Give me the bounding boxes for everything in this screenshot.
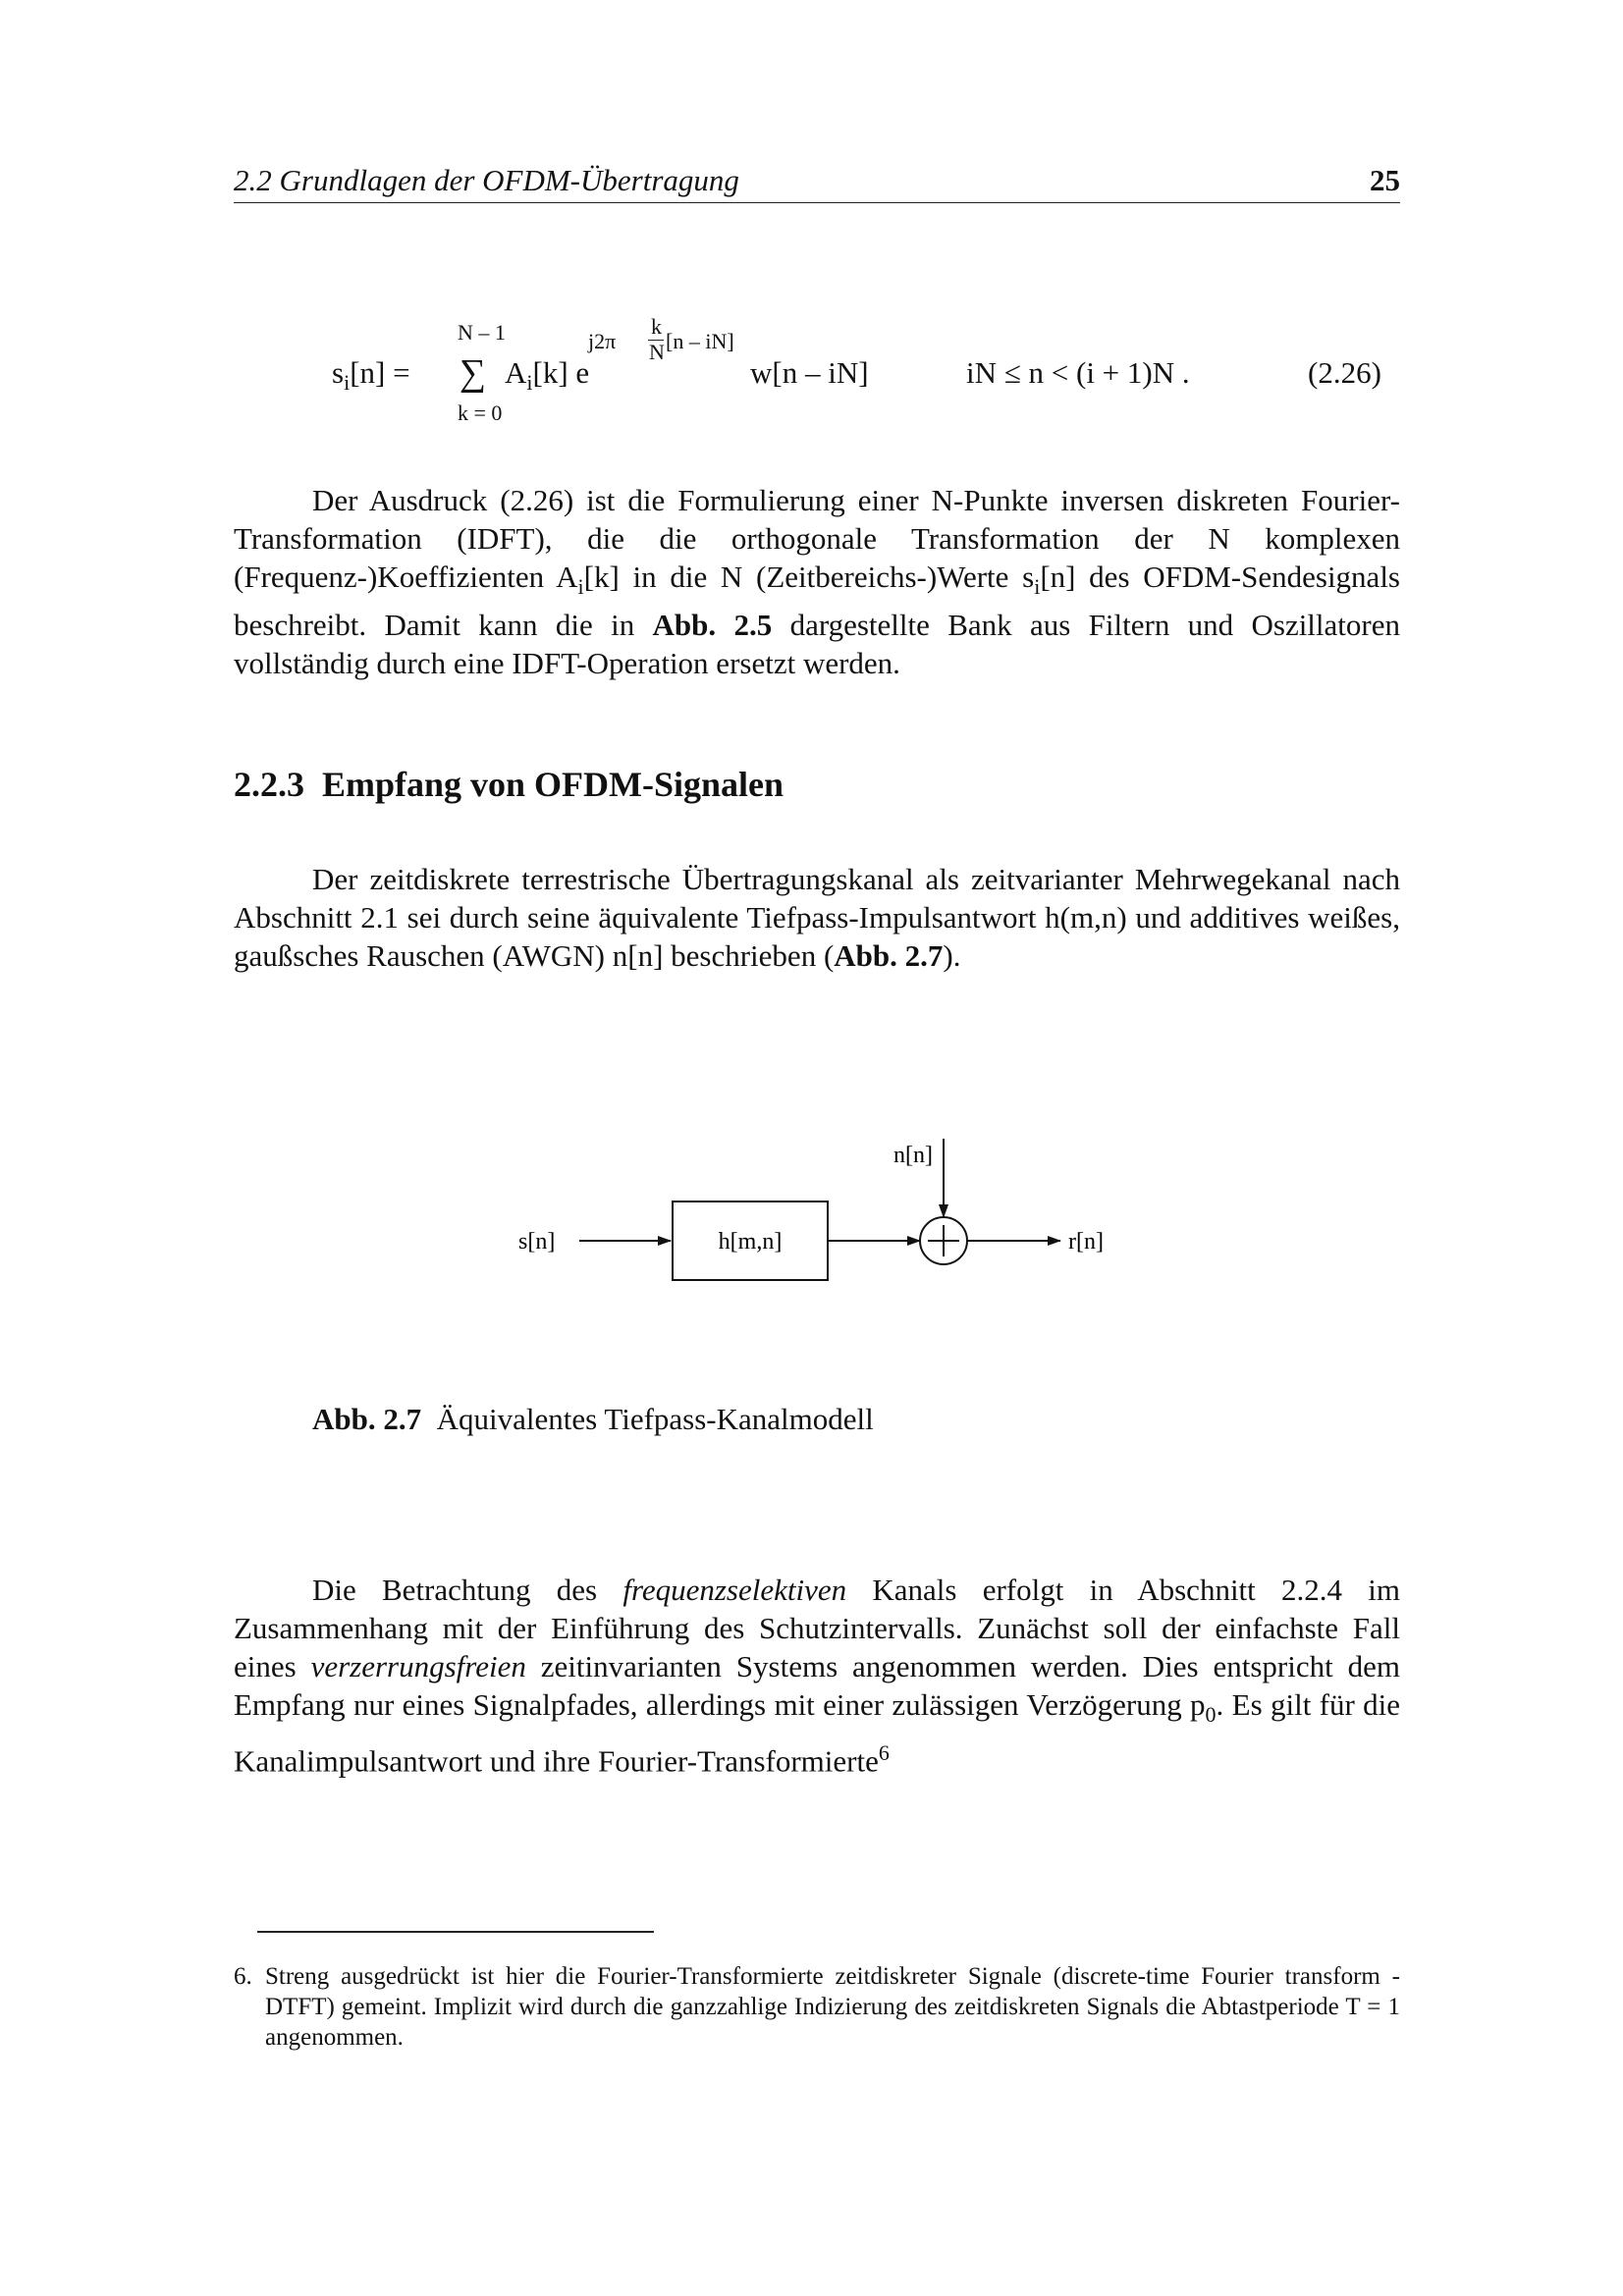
- footnote-marker[interactable]: 6: [878, 1740, 890, 1766]
- para2-text1: Der zeitdiskrete terrestrische Übertragungskanal als zeitvarianter Mehrwegekanal nach Abschnitt 2.1 sei durch seine äquivalente Tiefpass-Impulsantwort h(m,n) und additives weißes, gaußsches Rauschen (AWGN) n[n] beschrieben (: [234, 862, 1400, 973]
- figure-reference-2-5: Abb. 2.5: [652, 608, 773, 643]
- exponent-fraction-denominator: N: [649, 340, 665, 364]
- footnote-text: Streng ausgedrückt ist hier die Fourier-Transformierte zeitdiskreter Signale (discrete-time Fourier transform - DTFT) gemeint. Implizit wird durch die ganzzahlige Indizierung des zeitdiskreten Signals die Abtastperiode T = 1 angenommen.: [265, 1963, 1400, 2051]
- equation-lhs-subscript: i: [344, 370, 351, 396]
- para1-text4: dargestellte Bank aus Filtern und Oszillatoren vollständig durch eine IDFT-Operation ersetzt werden.: [234, 608, 1400, 681]
- para3-subscript: 0: [1205, 1702, 1217, 1728]
- section-heading: 2.2.3 Empfang von OFDM-Signalen: [234, 765, 784, 804]
- para1-text3: [n] des OFDM-Sendesignals beschreibt. Damit kann die in: [234, 560, 1400, 643]
- exponent-prefix: j2π: [588, 329, 617, 353]
- term-a-symbol: A: [505, 355, 527, 390]
- exponent-fraction-numerator: k: [651, 314, 662, 339]
- para2-text2: ).: [943, 938, 961, 973]
- noise-label: n[n]: [893, 1143, 933, 1168]
- sum-symbol: ∑: [460, 352, 487, 394]
- footnote-number: 6.: [234, 1963, 252, 1990]
- channel-block-label: h[m,n]: [718, 1229, 783, 1255]
- para1-text1: Der Ausdruck (2.26) ist die Formulierung einer N-Punkte inversen diskreten Fourier-Transformation (IDFT), die die orthogonale Transformation der N komplexen (Frequenz-)Koeffizienten A: [234, 483, 1400, 594]
- caption-text: Äquivalentes Tiefpass-Kanalmodell: [436, 1402, 874, 1436]
- input-signal-label: s[n]: [518, 1229, 556, 1255]
- para3-italic2: verzerrungsfreien: [310, 1649, 526, 1683]
- footnote-divider: [257, 1931, 654, 1933]
- figure-caption: [312, 1402, 874, 1437]
- equation-lhs-symbol: s: [332, 355, 345, 390]
- output-signal-label: r[n]: [1068, 1229, 1104, 1255]
- exponent-suffix: [n – iN]: [666, 329, 734, 353]
- term-a-subscript: i: [526, 370, 533, 396]
- para3-text1: Die Betrachtung des: [312, 1573, 623, 1607]
- equation-lhs-argument: [n] =: [350, 355, 410, 390]
- sum-lower-limit: k = 0: [458, 400, 503, 425]
- para1-text2: [k] in die N (Zeitbereichs-)Werte s: [583, 560, 1035, 594]
- para3-text3: zeitinvarianten Systems angenommen werden. Dies entspricht dem Empfang nur eines Signalpfades, allerdings mit einer zulässigen Verzögerung p: [234, 1649, 1400, 1722]
- header-section-title: 2.2 Grundlagen der OFDM-Übertragung: [234, 163, 739, 197]
- paragraph-distortion-free: [234, 1571, 1400, 1781]
- footnote: [234, 1961, 1400, 2053]
- para3-text4: . Es gilt für die Kanalimpulsantwort und ihre Fourier-Transformierte: [234, 1687, 1401, 1779]
- caption-label: Abb. 2.7: [312, 1402, 422, 1436]
- para1-sub2: i: [1034, 574, 1041, 600]
- page-number: 25: [1370, 163, 1400, 197]
- equation-condition: iN ≤ n < (i + 1)N .: [966, 355, 1190, 390]
- sum-upper-limit: N – 1: [458, 320, 506, 345]
- equation-window: w[n – iN]: [750, 355, 869, 390]
- para1-sub1: i: [577, 574, 584, 600]
- term-a-argument: [k] e: [532, 355, 590, 390]
- para3-italic1: frequenzselektiven: [622, 1573, 847, 1607]
- figure-reference-2-7: Abb. 2.7: [834, 938, 944, 973]
- para3-text2: Kanals erfolgt in Abschnitt 2.2.4 im Zusammenhang mit der Einführung des Schutzintervalls. Zunächst soll der einfachste Fall eines: [234, 1573, 1400, 1683]
- equation-number: (2.26): [1308, 355, 1381, 390]
